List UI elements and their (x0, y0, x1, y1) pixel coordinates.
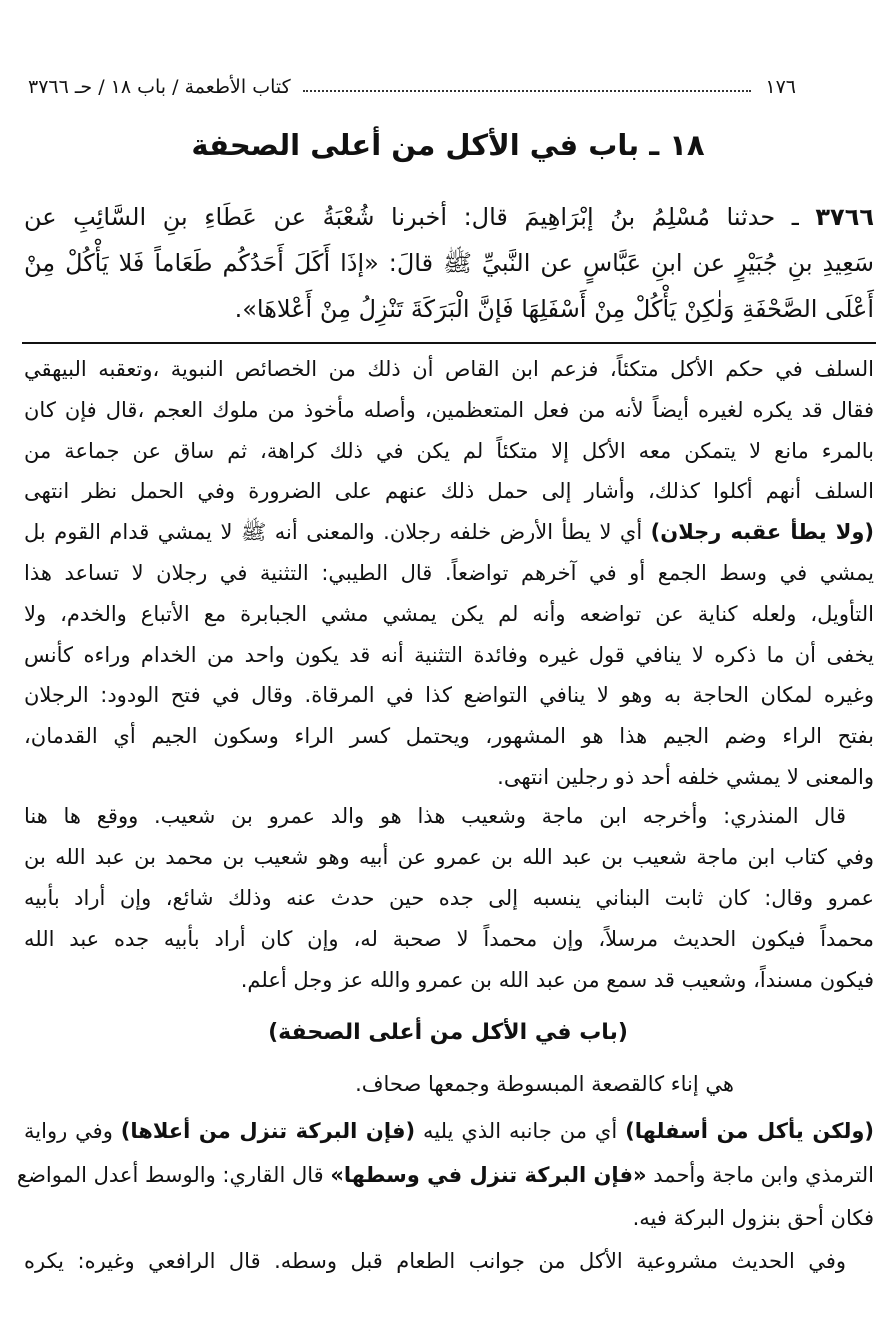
text-line (24, 1072, 734, 1097)
text-segment: وفي رواية (24, 1119, 121, 1143)
text-line (24, 479, 874, 504)
bold-quote: (ولا يطأ عقبه رجلان) (650, 520, 874, 545)
text-line (24, 804, 846, 829)
text-segment: قال القاري: والوسط أعدل المواضع (16, 1163, 331, 1187)
text-line (24, 1206, 874, 1231)
text-line (24, 683, 874, 708)
page-number: ١٧٦ (765, 76, 796, 98)
text-segment: فكان أحق بنزول البركة فيه. (632, 1206, 874, 1230)
text-line (24, 845, 874, 870)
dot-leader (303, 90, 752, 92)
running-title: كتاب الأطعمة / باب ١٨ / حـ ٣٧٦٦ (28, 76, 291, 98)
text-line (24, 249, 874, 278)
text-line (24, 357, 874, 382)
text-segment: محمداً فيكون الحديث مرسلاً، وإن محمداً لا صحبة له، وإن كان أراد بأبيه جده عبد الله (24, 927, 874, 951)
text-line (24, 1249, 846, 1274)
text-segment: ـ حدثنا مُسْلِمُ بنُ إبْرَاهِيمَ قال: أخبرنا شُعْبَةُ عن عَطَاءِ بنِ السَّائِبِ عن (24, 203, 816, 231)
text-line (24, 398, 874, 423)
text-segment: وفي الحديث مشروعية الأكل من جوانب الطعام قبل وسطه. قال الرافعي وغيره: يكره (24, 1249, 846, 1273)
text-segment: يخفى أن ما ذكره لا ينافي قول غيره وفائدة التثنية أنه قد يكون واحد من الخدام وراءه كأنس (24, 642, 874, 667)
text-segment: بالمرء مانع لا يتمكن معه الأكل إلا متكئاً لم يكن في ذلك كراهة، ثم ساق عن جماعة من (24, 438, 874, 463)
text-line (24, 439, 874, 464)
text-segment: وغيره لمكان الحاجة به وهو لا ينافي التواضع كذا في المرقاة. وقال في فتح الودود: الرجلان (24, 683, 874, 708)
chapter-title: ١٨ ـ باب في الأكل من أعلى الصحفة (191, 128, 705, 162)
text-line (24, 643, 874, 668)
text-segment: هي إناء كالقصعة المبسوطة وجمعها صحاف. (355, 1072, 734, 1096)
text-segment: عمرو وقال: كان ثابت البناني ينسبه إلى جده حين حدث عنه وذلك شائع، وإن أراد بأبيه (24, 886, 874, 910)
text-segment: يمشي في وسط الجمع أو في آخرهم تواضعاً. قال الطيبي: التثنية في رجلان لا تساعد هذا (24, 561, 874, 585)
text-line (24, 520, 874, 545)
text-segment: السلف في حكم الأكل متكئاً، فزعم ابن القاص أن ذلك من الخصائص النبوية ،وتعقبه البيهقي (24, 357, 874, 381)
text-line (24, 295, 874, 324)
text-segment: وفي كتاب ابن ماجة شعيب بن عبد الله بن عمرو عن أبيه وهو شعيب بن محمد بن عبد الله بن (24, 845, 874, 869)
text-line (24, 886, 874, 911)
text-line (24, 561, 874, 586)
text-segment: التأويل، ولعله كناية عن تواضعه وأنه لم يكن يمشي مشي الجبابرة مع الأتباع والخدم، ولا (24, 601, 874, 626)
text-segment: قال المنذري: وأخرجه ابن ماجة وشعيب هذا هو والد عمرو بن شعيب. ووقع ها هنا (24, 804, 846, 828)
text-segment: أي من جانبه الذي يليه (415, 1119, 626, 1143)
page-header (28, 72, 796, 102)
text-segment: فيكون مسنداً، وشعيب قد سمع من عبد الله بن عمرو والله عز وجل أعلم. (240, 968, 874, 992)
text-line (24, 724, 874, 749)
text-line (24, 765, 874, 790)
bold-quote: (فإن البركة تنزل من أعلاها) (120, 1119, 416, 1143)
bold-quote: ٣٧٦٦ (815, 203, 874, 231)
text-line (24, 968, 874, 993)
text-segment: السلف أنهم أكلوا كذلك، وأشار إلى حمل ذلك عنهم على الضرورة وفي الحمل نظر انتهى (24, 479, 874, 504)
text-line (24, 927, 874, 952)
bold-quote: «فإن البركة تنزل في وسطها» (330, 1163, 647, 1187)
text-segment: بفتح الراء وضم الجيم هذا هو المشهور، ويحتمل كسر الراء وسكون الجيم أي القدمان، (24, 724, 874, 749)
text-segment: والمعنى لا يمشي خلفه أحد ذو رجلين انتهى. (497, 765, 874, 789)
text-segment: الترمذي وابن ماجة وأحمد (646, 1163, 874, 1187)
text-segment: أَعْلَى الصَّحْفَةِ وَلٰكِنْ يَأْكُلْ مِنْ أَسْفَلِهَا فَإنَّ الْبَرَكَةَ تَنْزِلُ مِنْ أَعْلاهَا». (234, 295, 874, 323)
text-segment: سَعِيدِ بنِ جُبَيْرٍ عن ابنِ عَبَّاسٍ عن النَّبيِّ ﷺ قالَ: «إذَا أَكَلَ أَحَدُكُم طَعَاماً فَلا يَأْكُلْ مِنْ (24, 249, 874, 277)
text-line (24, 602, 874, 627)
text-line (16, 1163, 874, 1188)
text-segment: أي لا يطأ الأرض خلفه رجلان. والمعنى أنه ﷺ لا يمشي قدام القوم بل (24, 520, 651, 545)
divider-rule (22, 342, 876, 344)
section-heading: (باب في الأكل من أعلى الصحفة) (268, 1020, 628, 1045)
text-segment: فقال قد يكره لغيره أيضاً لأنه من فعل المتعظمين، وأصله مأخوذ من ملوك العجم ،قال فإن كان (24, 397, 874, 422)
text-line (24, 203, 874, 232)
bold-quote: (ولكن يأكل من أسفلها) (625, 1119, 874, 1143)
text-line (24, 1119, 874, 1144)
